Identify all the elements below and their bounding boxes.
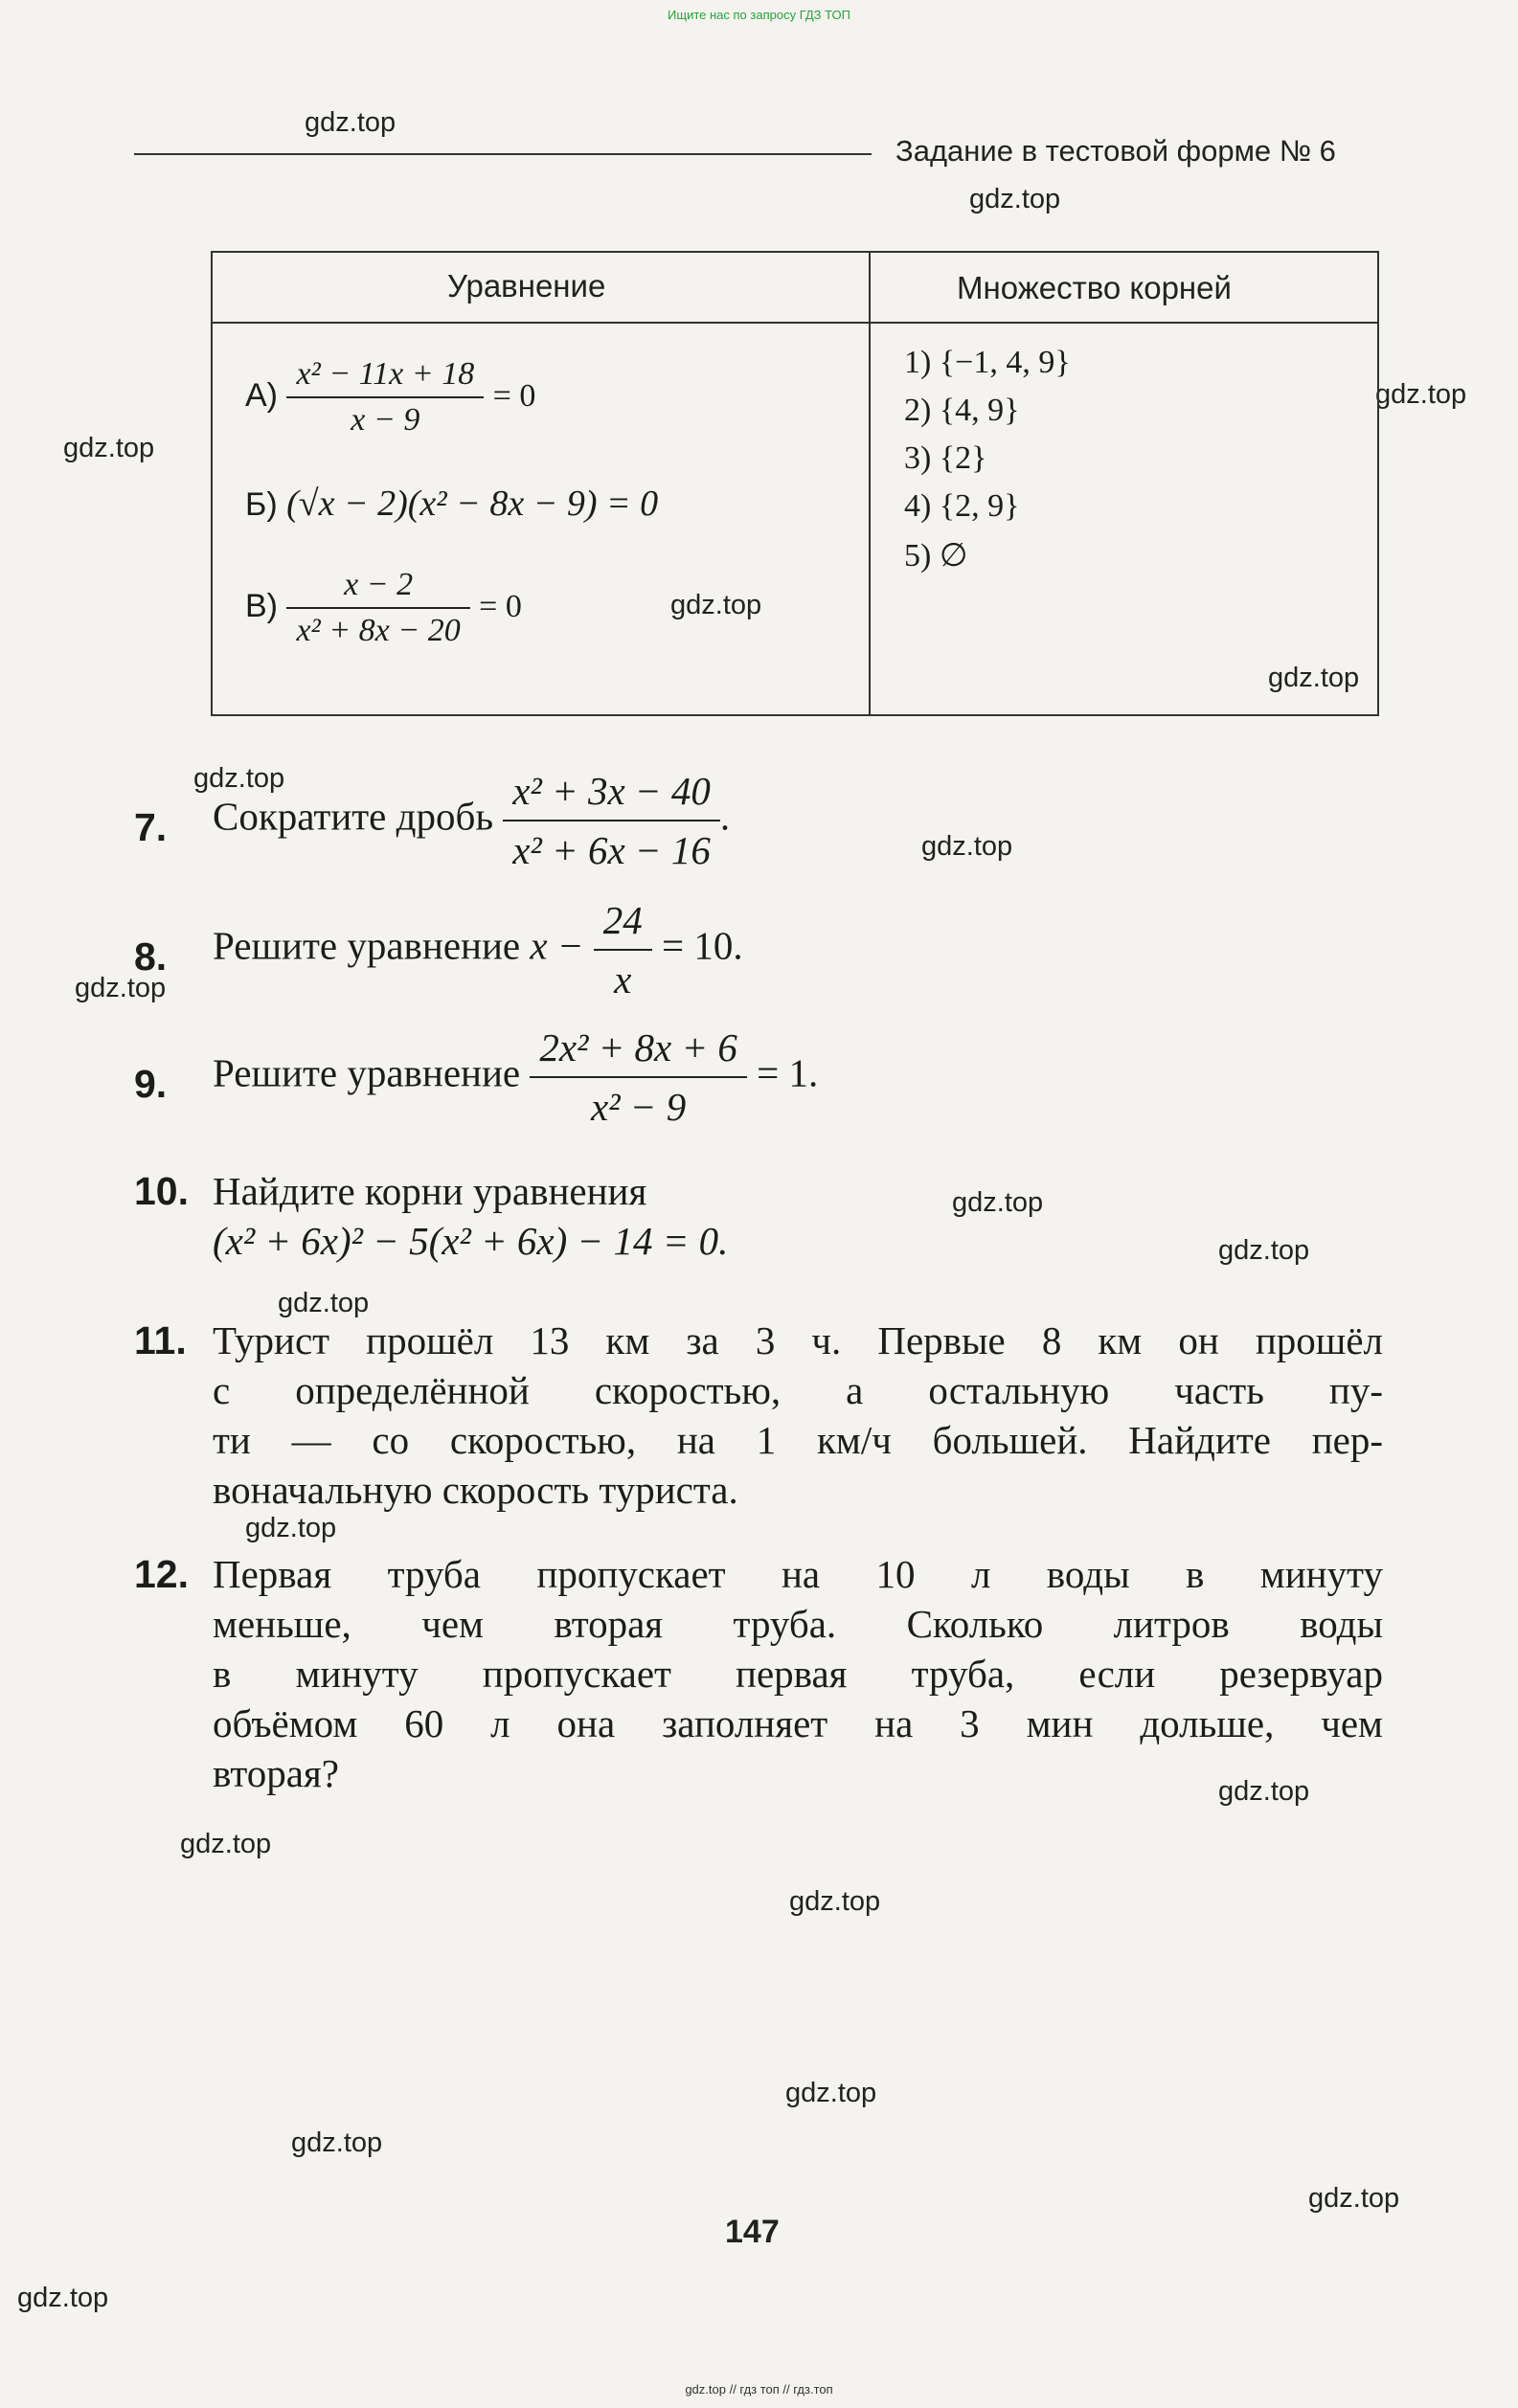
fraction [594,895,652,1004]
task-body [213,766,730,875]
numerator: x² − 11x + 18 [296,356,475,392]
fraction [286,356,484,439]
root-option: 3) {2} [904,440,987,476]
rhs: = 0 [492,377,536,414]
table-divider [213,322,1377,324]
fraction [530,1023,747,1132]
bottom-banner: gdz.top // гдз топ // гдз.топ [685,2382,833,2397]
task-body [213,1023,818,1132]
denominator: x [614,957,632,1001]
watermark: gdz.top [180,1829,272,1859]
watermark: gdz.top [193,763,285,794]
equation-end: = 10. [662,923,743,968]
watermark: gdz.top [1308,2183,1400,2214]
watermark: gdz.top [952,1187,1044,1218]
equation-c [245,567,522,649]
watermark: gdz.top [63,433,155,463]
root-option: 1) {−1, 4, 9} [904,345,1071,380]
watermark: gdz.top [1218,1235,1310,1266]
rhs: = 0 [479,588,522,624]
watermark: gdz.top [921,831,1013,862]
watermark: gdz.top [1375,379,1467,410]
task-line: воначальную скорость туриста. [213,1468,738,1512]
task-number: 12. [134,1552,189,1596]
denominator: x² − 9 [591,1085,687,1129]
task-line: Турист прошёл 13 км за 3 ч. Первые 8 км он прошёл [213,1318,1383,1362]
watermark: gdz.top [245,1513,337,1543]
task-number: 11. [134,1318,187,1362]
equation-b [245,483,658,525]
watermark: gdz.top [670,590,762,620]
task-body [213,1549,1383,1798]
task-text: Найдите корни уравнения [213,1169,647,1213]
watermark: gdz.top [969,184,1061,214]
equation-label: А) [245,376,278,414]
task-text: Решите уравнение [213,1050,521,1095]
header-rule [134,153,872,155]
root-option: 5) ∅ [904,538,968,574]
matching-table [211,251,1379,716]
task-body [213,1316,1383,1515]
watermark: gdz.top [1268,663,1360,693]
page-number: 147 [725,2214,780,2250]
section-title: Задание в тестовой форме № 6 [895,134,1336,168]
task-number: 7. [134,805,168,849]
numerator: x − 2 [344,567,414,602]
column-header-roots: Множество корней [957,270,1232,305]
watermark: gdz.top [17,2283,109,2313]
denominator: x² + 8x − 20 [296,613,461,648]
denominator: x² + 6x − 16 [512,828,711,872]
watermark: gdz.top [291,2127,383,2158]
task-number: 8. [134,934,168,979]
task-line: Первая труба пропускает на 10 л воды в минуту [213,1552,1383,1596]
punctuation: . [719,794,731,839]
root-option: 4) {2, 9} [904,488,1020,524]
numerator: 24 [602,898,643,942]
equation-end: = 1. [757,1050,819,1095]
watermark: gdz.top [785,2078,877,2108]
task-body [213,1166,728,1266]
denominator: x − 9 [351,402,420,438]
fraction [503,766,720,875]
equation-label: Б) [245,486,278,523]
task-line: ти — со скоростью, на 1 км/ч большей. Найдите пер- [213,1418,1383,1462]
watermark: gdz.top [789,1886,881,1917]
task-number: 10. [134,1169,189,1213]
task-line: вторая? [213,1751,339,1795]
task-line: с определённой скоростью, а остальную часть пу- [213,1368,1383,1412]
equation-label: В) [245,587,278,624]
watermark: gdz.top [1218,1776,1310,1807]
expression: x − [530,923,584,968]
fraction [286,567,469,649]
expression: (√x − 2)(x² − 8x − 9) = 0 [286,484,659,524]
task-line: в минуту пропускает первая труба, если резервуар [213,1652,1383,1696]
task-body [213,895,743,1004]
task-text: Сократите дробь [213,794,494,839]
watermark: gdz.top [305,107,396,138]
column-header-equation: Уравнение [447,268,606,304]
expression: (x² + 6x)² − 5(x² + 6x) − 14 = 0. [213,1219,729,1263]
numerator: x² + 3x − 40 [512,769,711,813]
watermark: gdz.top [75,973,167,1003]
task-number: 9. [134,1062,168,1106]
equation-a [245,356,535,439]
watermark: gdz.top [278,1288,370,1318]
numerator: 2x² + 8x + 6 [539,1025,737,1069]
top-banner: Ищите нас по запросу ГДЗ ТОП [668,8,850,22]
task-line: меньше, чем вторая труба. Сколько литров воды [213,1602,1383,1646]
task-line: объёмом 60 л она заполняет на 3 мин дольше, чем [213,1701,1383,1745]
root-option: 2) {4, 9} [904,393,1020,428]
task-text: Решите уравнение [213,923,521,968]
